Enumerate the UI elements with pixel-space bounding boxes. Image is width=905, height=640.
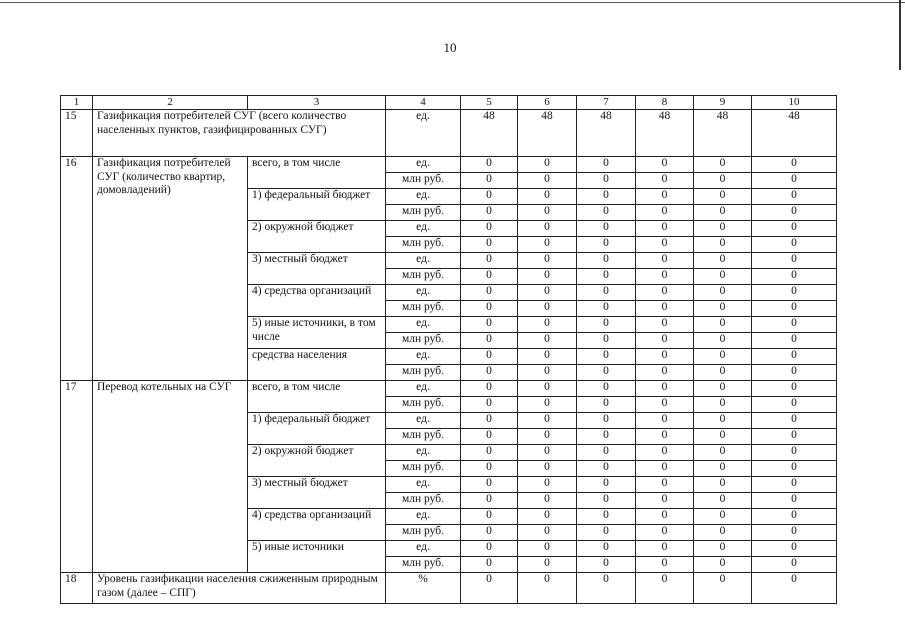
value-cell: 0 bbox=[518, 477, 577, 493]
value-cell: 0 bbox=[577, 413, 636, 429]
value-cell: 0 bbox=[518, 573, 577, 604]
value-cell: 0 bbox=[577, 221, 636, 237]
value-cell: 0 bbox=[577, 541, 636, 557]
source-label: 4) средства организаций bbox=[248, 509, 386, 541]
value-cell: 0 bbox=[461, 349, 518, 365]
value-cell: 0 bbox=[752, 445, 837, 461]
value-cell: 0 bbox=[694, 557, 752, 573]
unit-cell: млн руб. bbox=[386, 205, 461, 221]
header-cell: 8 bbox=[636, 96, 694, 110]
unit-cell: млн руб. bbox=[386, 237, 461, 253]
value-cell: 0 bbox=[518, 205, 577, 221]
value-cell: 0 bbox=[752, 269, 837, 285]
value-cell: 0 bbox=[461, 157, 518, 173]
value-cell: 0 bbox=[461, 461, 518, 477]
value-cell: 0 bbox=[577, 269, 636, 285]
value-cell: 0 bbox=[518, 397, 577, 413]
value-cell: 0 bbox=[694, 413, 752, 429]
value-cell: 0 bbox=[577, 285, 636, 301]
value-cell: 0 bbox=[752, 541, 837, 557]
table-row-15 bbox=[61, 110, 837, 157]
page-top-edge bbox=[0, 2, 905, 3]
source-label: 5) иные источники bbox=[248, 541, 386, 573]
value-cell: 0 bbox=[577, 365, 636, 381]
value-cell: 0 bbox=[752, 493, 837, 509]
value-cell: 0 bbox=[694, 477, 752, 493]
value-cell: 0 bbox=[461, 413, 518, 429]
unit-cell: ед. bbox=[386, 509, 461, 525]
value-cell: 0 bbox=[461, 445, 518, 461]
value-cell: 0 bbox=[577, 381, 636, 397]
value-cell: 0 bbox=[518, 157, 577, 173]
value-cell: 0 bbox=[577, 573, 636, 604]
value-cell: 0 bbox=[694, 301, 752, 317]
value-cell: 48 bbox=[752, 110, 837, 157]
value-cell: 0 bbox=[694, 317, 752, 333]
value-cell: 0 bbox=[752, 301, 837, 317]
value-cell: 0 bbox=[752, 189, 837, 205]
value-cell: 0 bbox=[461, 317, 518, 333]
value-cell: 0 bbox=[636, 413, 694, 429]
unit-cell: ед. bbox=[386, 349, 461, 365]
value-cell: 0 bbox=[518, 493, 577, 509]
unit-cell: млн руб. bbox=[386, 365, 461, 381]
value-cell: 48 bbox=[518, 110, 577, 157]
value-cell: 0 bbox=[577, 189, 636, 205]
value-cell: 0 bbox=[636, 269, 694, 285]
value-cell: 0 bbox=[461, 397, 518, 413]
source-label: средства населения bbox=[248, 349, 386, 381]
header-cell: 2 bbox=[93, 96, 248, 110]
unit-cell: ед. bbox=[386, 285, 461, 301]
value-cell: 0 bbox=[461, 509, 518, 525]
value-cell: 0 bbox=[752, 253, 837, 269]
value-cell: 0 bbox=[518, 253, 577, 269]
header-cell: 4 bbox=[386, 96, 461, 110]
value-cell: 0 bbox=[752, 413, 837, 429]
source-label: 2) окружной бюджет bbox=[248, 445, 386, 477]
unit-cell: ед. bbox=[386, 157, 461, 173]
value-cell: 0 bbox=[518, 381, 577, 397]
value-cell: 0 bbox=[636, 333, 694, 349]
table-row-18 bbox=[61, 573, 837, 604]
source-label: 1) федеральный бюджет bbox=[248, 413, 386, 445]
unit-cell: ед. bbox=[386, 317, 461, 333]
value-cell: 0 bbox=[636, 397, 694, 413]
value-cell: 0 bbox=[518, 445, 577, 461]
source-label: 1) федеральный бюджет bbox=[248, 189, 386, 221]
value-cell: 0 bbox=[577, 237, 636, 253]
value-cell: 0 bbox=[518, 461, 577, 477]
value-cell: 0 bbox=[577, 205, 636, 221]
page-number: 10 bbox=[443, 40, 457, 55]
row-number: 18 bbox=[61, 573, 93, 604]
value-cell: 0 bbox=[461, 173, 518, 189]
value-cell: 0 bbox=[694, 509, 752, 525]
value-cell: 0 bbox=[461, 269, 518, 285]
value-cell: 0 bbox=[636, 477, 694, 493]
value-cell: 0 bbox=[461, 573, 518, 604]
unit-cell: млн руб. bbox=[386, 333, 461, 349]
value-cell: 0 bbox=[752, 381, 837, 397]
value-cell: 0 bbox=[636, 525, 694, 541]
value-cell: 0 bbox=[636, 381, 694, 397]
value-cell: 0 bbox=[694, 429, 752, 445]
value-cell: 0 bbox=[518, 317, 577, 333]
indicator-name: Газификация потребителей СУГ (количество квартир, домовладений) bbox=[93, 157, 248, 381]
value-cell: 0 bbox=[752, 333, 837, 349]
value-cell: 0 bbox=[461, 285, 518, 301]
value-cell: 0 bbox=[518, 237, 577, 253]
value-cell: 0 bbox=[636, 365, 694, 381]
value-cell: 0 bbox=[752, 477, 837, 493]
value-cell: 48 bbox=[461, 110, 518, 157]
value-cell: 0 bbox=[518, 221, 577, 237]
unit-cell: млн руб. bbox=[386, 397, 461, 413]
unit-cell: ед. bbox=[386, 413, 461, 429]
value-cell: 0 bbox=[752, 429, 837, 445]
value-cell: 0 bbox=[636, 253, 694, 269]
unit-cell: ед. bbox=[386, 253, 461, 269]
value-cell: 0 bbox=[461, 221, 518, 237]
source-label: 3) местный бюджет bbox=[248, 477, 386, 509]
unit-cell: млн руб. bbox=[386, 557, 461, 573]
value-cell: 0 bbox=[636, 445, 694, 461]
value-cell: 0 bbox=[577, 525, 636, 541]
value-cell: 0 bbox=[636, 205, 694, 221]
unit-cell: % bbox=[386, 573, 461, 604]
value-cell: 0 bbox=[694, 381, 752, 397]
value-cell: 0 bbox=[518, 285, 577, 301]
value-cell: 0 bbox=[636, 541, 694, 557]
value-cell: 0 bbox=[577, 301, 636, 317]
value-cell: 0 bbox=[461, 365, 518, 381]
value-cell: 0 bbox=[577, 349, 636, 365]
unit-cell: ед. bbox=[386, 477, 461, 493]
value-cell: 0 bbox=[636, 557, 694, 573]
value-cell: 0 bbox=[694, 205, 752, 221]
value-cell: 0 bbox=[577, 157, 636, 173]
header-cell: 5 bbox=[461, 96, 518, 110]
row-number: 15 bbox=[61, 110, 93, 157]
value-cell: 0 bbox=[694, 365, 752, 381]
value-cell: 0 bbox=[518, 269, 577, 285]
value-cell: 0 bbox=[577, 461, 636, 477]
value-cell: 0 bbox=[461, 525, 518, 541]
value-cell: 0 bbox=[461, 477, 518, 493]
value-cell: 0 bbox=[577, 557, 636, 573]
value-cell: 0 bbox=[694, 269, 752, 285]
value-cell: 0 bbox=[461, 429, 518, 445]
unit-cell: ед. bbox=[386, 110, 461, 157]
value-cell: 0 bbox=[577, 477, 636, 493]
value-cell: 0 bbox=[636, 461, 694, 477]
table-body bbox=[61, 96, 837, 604]
value-cell: 0 bbox=[694, 285, 752, 301]
value-cell: 0 bbox=[694, 541, 752, 557]
source-label: 3) местный бюджет bbox=[248, 253, 386, 285]
indicator-name: Уровень газификации населения сжиженным природным газом (далее – СПГ) bbox=[93, 573, 386, 604]
value-cell: 0 bbox=[694, 237, 752, 253]
unit-cell: млн руб. bbox=[386, 301, 461, 317]
header-cell: 7 bbox=[577, 96, 636, 110]
value-cell: 0 bbox=[636, 429, 694, 445]
value-cell: 0 bbox=[461, 301, 518, 317]
value-cell: 0 bbox=[752, 557, 837, 573]
value-cell: 0 bbox=[694, 573, 752, 604]
value-cell: 0 bbox=[518, 525, 577, 541]
indicators-table bbox=[60, 95, 837, 604]
value-cell: 0 bbox=[577, 445, 636, 461]
value-cell: 0 bbox=[461, 333, 518, 349]
unit-cell: млн руб. bbox=[386, 429, 461, 445]
header-cell: 9 bbox=[694, 96, 752, 110]
value-cell: 48 bbox=[636, 110, 694, 157]
indicator-name: Перевод котельных на СУГ bbox=[93, 381, 248, 573]
value-cell: 0 bbox=[461, 381, 518, 397]
page-right-edge bbox=[899, 0, 901, 70]
value-cell: 0 bbox=[694, 525, 752, 541]
value-cell: 0 bbox=[577, 429, 636, 445]
source-label: всего, в том числе bbox=[248, 381, 386, 413]
value-cell: 0 bbox=[461, 557, 518, 573]
value-cell: 0 bbox=[636, 301, 694, 317]
source-label: 4) средства организаций bbox=[248, 285, 386, 317]
value-cell: 0 bbox=[752, 397, 837, 413]
value-cell: 0 bbox=[636, 493, 694, 509]
value-cell: 0 bbox=[518, 189, 577, 205]
value-cell: 0 bbox=[694, 157, 752, 173]
value-cell: 0 bbox=[636, 237, 694, 253]
value-cell: 0 bbox=[752, 509, 837, 525]
value-cell: 0 bbox=[636, 573, 694, 604]
value-cell: 0 bbox=[636, 189, 694, 205]
value-cell: 0 bbox=[752, 349, 837, 365]
header-cell: 3 bbox=[248, 96, 386, 110]
value-cell: 0 bbox=[694, 349, 752, 365]
value-cell: 0 bbox=[694, 333, 752, 349]
value-cell: 0 bbox=[752, 365, 837, 381]
value-cell: 0 bbox=[752, 317, 837, 333]
value-cell: 0 bbox=[518, 173, 577, 189]
value-cell: 0 bbox=[752, 525, 837, 541]
value-cell: 0 bbox=[752, 573, 837, 604]
value-cell: 0 bbox=[752, 157, 837, 173]
unit-cell: млн руб. bbox=[386, 269, 461, 285]
value-cell: 0 bbox=[518, 365, 577, 381]
value-cell: 0 bbox=[752, 237, 837, 253]
unit-cell: млн руб. bbox=[386, 493, 461, 509]
value-cell: 0 bbox=[577, 317, 636, 333]
value-cell: 0 bbox=[636, 157, 694, 173]
value-cell: 0 bbox=[752, 285, 837, 301]
value-cell: 0 bbox=[518, 509, 577, 525]
value-cell: 0 bbox=[461, 237, 518, 253]
unit-cell: ед. bbox=[386, 221, 461, 237]
header-cell: 10 bbox=[752, 96, 837, 110]
unit-cell: ед. bbox=[386, 381, 461, 397]
value-cell: 0 bbox=[518, 413, 577, 429]
unit-cell: млн руб. bbox=[386, 173, 461, 189]
value-cell: 0 bbox=[577, 253, 636, 269]
value-cell: 0 bbox=[636, 285, 694, 301]
table-row bbox=[61, 381, 837, 397]
value-cell: 0 bbox=[518, 349, 577, 365]
value-cell: 48 bbox=[694, 110, 752, 157]
source-label: всего, в том числе bbox=[248, 157, 386, 189]
value-cell: 0 bbox=[577, 333, 636, 349]
header-row bbox=[61, 96, 837, 110]
unit-cell: млн руб. bbox=[386, 525, 461, 541]
value-cell: 0 bbox=[636, 173, 694, 189]
value-cell: 0 bbox=[461, 493, 518, 509]
value-cell: 0 bbox=[461, 189, 518, 205]
source-label: 2) окружной бюджет bbox=[248, 221, 386, 253]
value-cell: 0 bbox=[518, 429, 577, 445]
value-cell: 0 bbox=[461, 253, 518, 269]
value-cell: 0 bbox=[577, 509, 636, 525]
row-number: 16 bbox=[61, 157, 93, 381]
indicator-name: Газификация потребителей СУГ (всего количество населенных пунктов, газифицированных СУГ) bbox=[93, 110, 386, 157]
unit-cell: млн руб. bbox=[386, 461, 461, 477]
value-cell: 0 bbox=[694, 173, 752, 189]
value-cell: 0 bbox=[694, 253, 752, 269]
value-cell: 0 bbox=[752, 173, 837, 189]
table-row bbox=[61, 157, 837, 173]
value-cell: 0 bbox=[752, 205, 837, 221]
unit-cell: ед. bbox=[386, 541, 461, 557]
value-cell: 0 bbox=[752, 221, 837, 237]
value-cell: 0 bbox=[518, 541, 577, 557]
value-cell: 0 bbox=[577, 397, 636, 413]
value-cell: 0 bbox=[636, 349, 694, 365]
value-cell: 0 bbox=[577, 493, 636, 509]
source-label: 5) иные источники, в том числе bbox=[248, 317, 386, 349]
value-cell: 0 bbox=[694, 461, 752, 477]
value-cell: 0 bbox=[518, 333, 577, 349]
value-cell: 0 bbox=[694, 445, 752, 461]
value-cell: 0 bbox=[694, 397, 752, 413]
value-cell: 0 bbox=[461, 205, 518, 221]
value-cell: 0 bbox=[636, 317, 694, 333]
value-cell: 0 bbox=[636, 509, 694, 525]
unit-cell: ед. bbox=[386, 445, 461, 461]
value-cell: 0 bbox=[518, 301, 577, 317]
value-cell: 0 bbox=[694, 221, 752, 237]
value-cell: 0 bbox=[694, 189, 752, 205]
row-number: 17 bbox=[61, 381, 93, 573]
header-cell: 6 bbox=[518, 96, 577, 110]
value-cell: 0 bbox=[694, 493, 752, 509]
value-cell: 0 bbox=[752, 461, 837, 477]
value-cell: 48 bbox=[577, 110, 636, 157]
value-cell: 0 bbox=[636, 221, 694, 237]
header-cell: 1 bbox=[61, 96, 93, 110]
value-cell: 0 bbox=[461, 541, 518, 557]
value-cell: 0 bbox=[577, 173, 636, 189]
value-cell: 0 bbox=[518, 557, 577, 573]
unit-cell: ед. bbox=[386, 189, 461, 205]
